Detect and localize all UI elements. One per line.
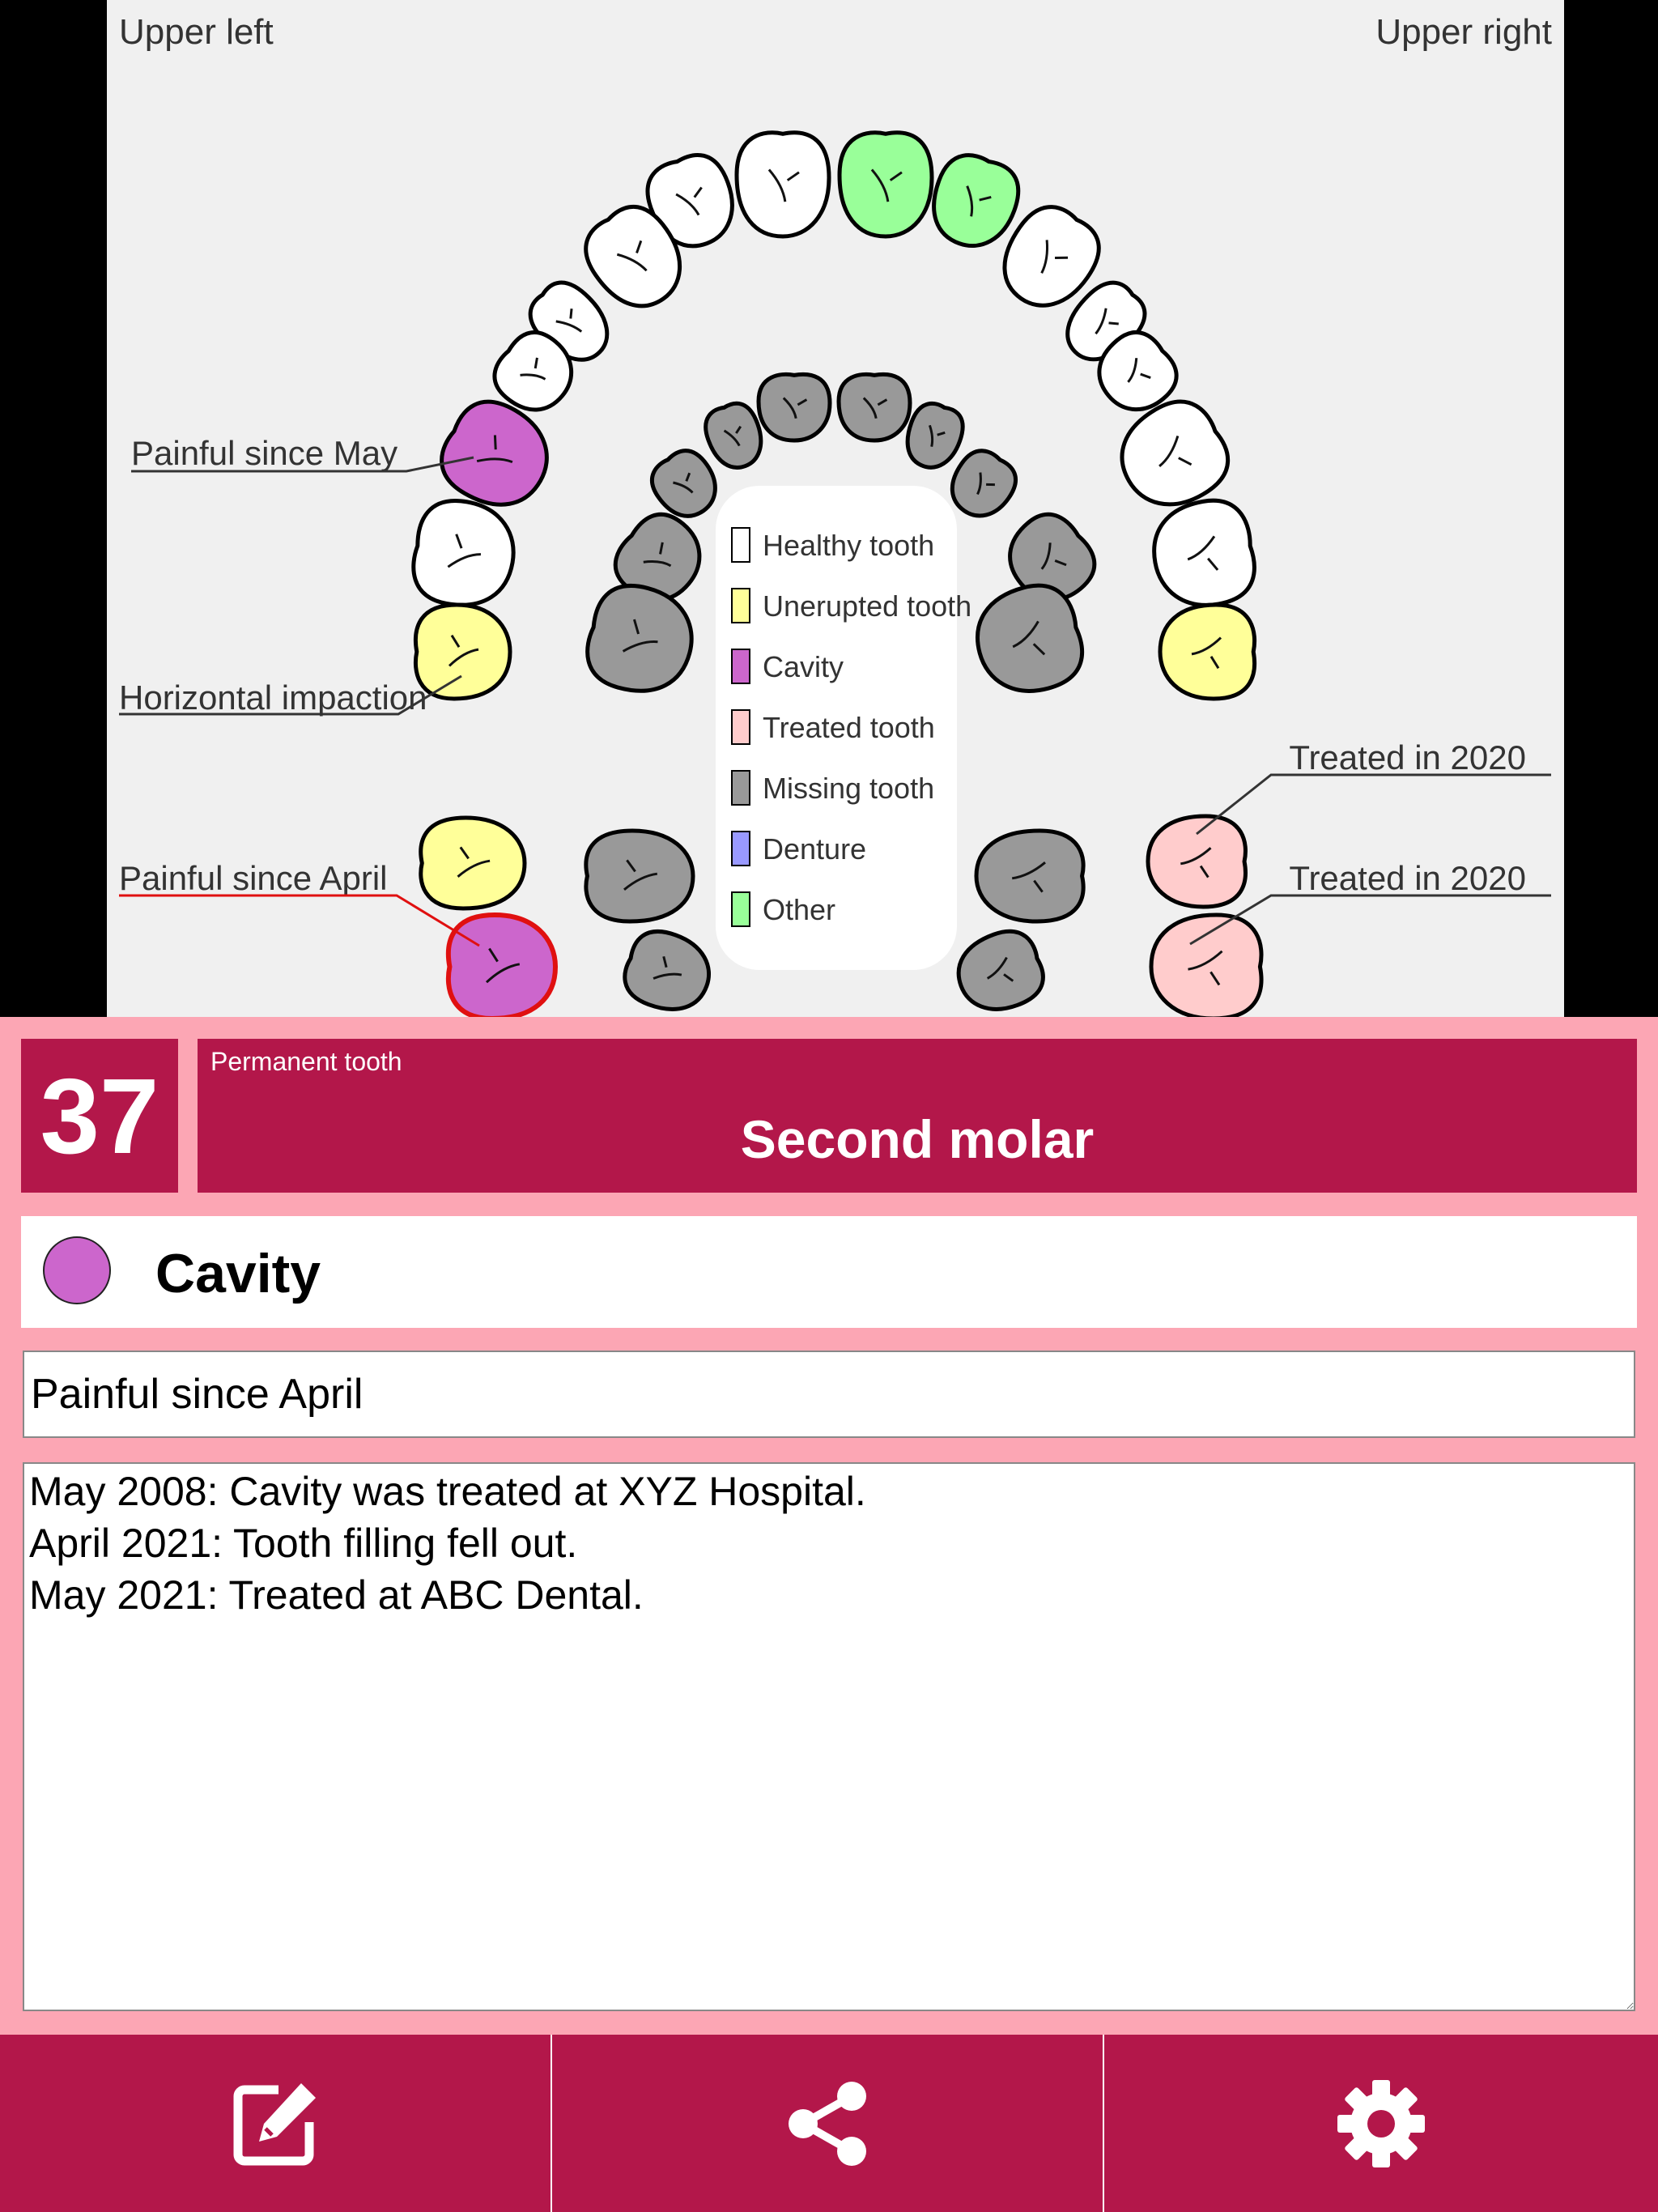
share-icon [782,2078,873,2169]
upper-permanent-tooth[interactable] [1160,605,1255,699]
legend-item [732,649,844,683]
lower-permanent-tooth-selected[interactable] [449,915,555,1017]
primary-tooth-missing[interactable] [976,831,1083,921]
annotation-text: Painful since May [131,434,398,472]
quadrant-label-upper-left: Upper left [119,12,274,52]
note-input[interactable] [23,1351,1635,1438]
annotation-horizontal-impaction[interactable] [119,676,461,717]
legend-label: Healthy tooth [763,529,935,562]
edit-button[interactable] [0,2035,551,2212]
legend-label: Cavity [763,650,844,683]
legend-swatch [732,649,750,683]
upper-permanent-tooth[interactable] [415,605,510,699]
primary-tooth-missing[interactable] [586,831,693,921]
legend-swatch [732,832,750,866]
tooth-header [198,1039,1637,1193]
lower-permanent-tooth[interactable] [1148,816,1245,907]
upper-permanent-tooth[interactable] [737,133,829,236]
legend-label: Other [763,893,836,926]
primary-tooth-missing[interactable] [759,374,830,440]
dental-chart-svg [0,0,1658,1017]
legend-item [732,892,835,926]
legend-item [732,710,935,744]
primary-tooth-missing[interactable] [839,374,910,440]
tooth-detail-panel [0,1017,1658,2035]
legend-swatch [732,589,750,623]
annotation-text: Treated in 2020 [1289,738,1526,776]
annotation-text: Painful since April [119,859,388,897]
tooth-number: 37 [21,1039,178,1193]
upper-permanent-tooth[interactable] [840,133,932,236]
share-button[interactable] [552,2035,1103,2212]
bottom-toolbar [0,2035,1658,2212]
annotation-text: Treated in 2020 [1289,859,1526,897]
legend-label: Denture [763,832,867,866]
gear-icon [1336,2078,1426,2169]
legend-swatch [732,528,750,562]
legend-swatch [732,892,750,926]
history-textarea[interactable] [23,1462,1635,2011]
legend-item [732,528,934,562]
lower-permanent-tooth[interactable] [421,818,525,908]
legend-label: Missing tooth [763,772,935,805]
legend-item [732,771,934,805]
annotation-text: Horizontal impaction [119,678,427,717]
lower-permanent-tooth[interactable] [1151,915,1261,1017]
status-selector[interactable] [21,1216,1637,1328]
dental-chart [0,0,1658,1017]
legend-label: Unerupted tooth [763,589,972,623]
status-label: Cavity [155,1243,321,1304]
tooth-name: Second molar [740,1109,1095,1169]
settings-button[interactable] [1104,2035,1658,2212]
quadrant-label-upper-right: Upper right [1375,12,1552,52]
status-color-swatch [43,1236,111,1304]
legend-label: Treated tooth [763,711,935,744]
legend-item [732,589,971,623]
legend-swatch [732,771,750,805]
edit-icon [230,2078,321,2169]
legend-swatch [732,710,750,744]
tooth-category: Permanent tooth [210,1047,402,1076]
